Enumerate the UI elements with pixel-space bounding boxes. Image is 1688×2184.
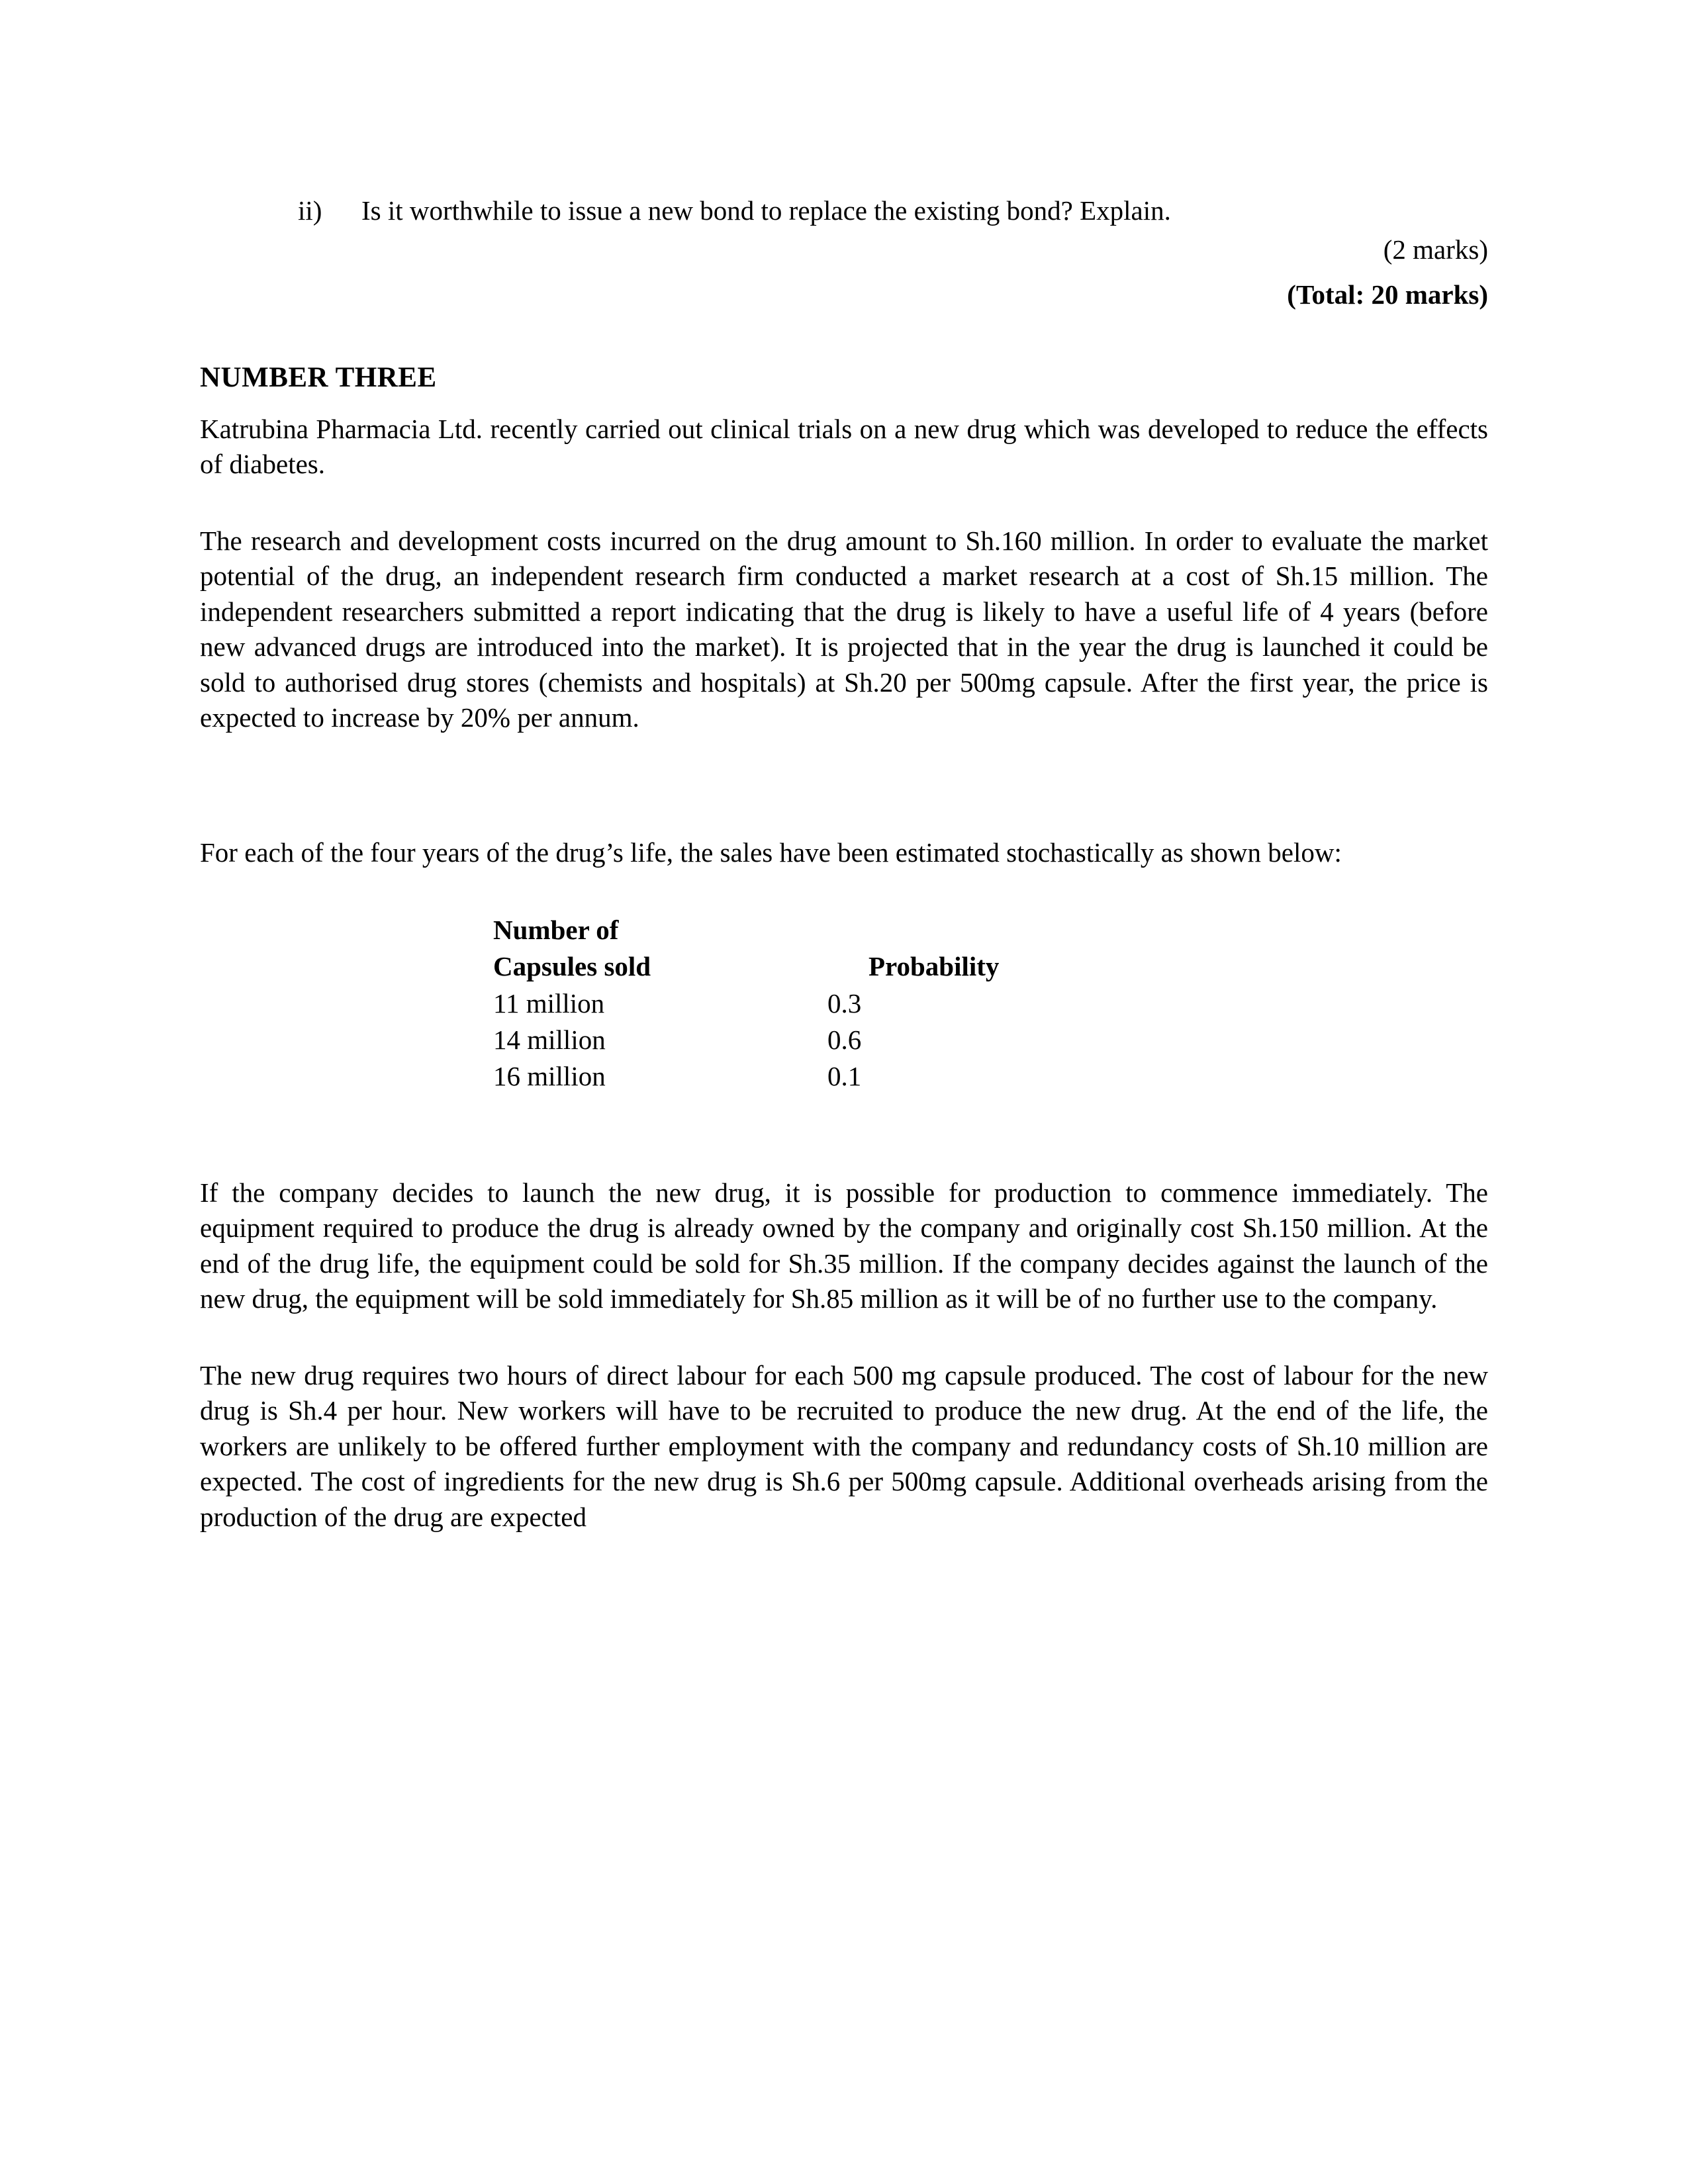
marks-allocation: (2 marks) [1383,234,1488,265]
cell-capsules: 14 million [493,1024,606,1056]
paragraph-sales-intro: For each of the four years of the drug’s life, the sales have been estimated stochastically as shown below: [200,837,1342,868]
text-column [200,0,1488,1535]
section-heading: NUMBER THREE [200,361,437,393]
table-header-probability: Probability [868,951,1000,982]
paragraph-labour: The new drug requires two hours of direct labour for each 500 mg capsule produced. The cost of labour for the new drug is Sh.4 per hour. New workers will have to be recruited to produce the new drug. At the end of the life, the workers are unlikely to be offered further employment with the company and redundancy costs of Sh.10 million are expected. The cost of ingredients for the new drug is Sh.6 per 500mg capsule. Additional overheads arising from the production of the drug are expected [200,1359,1488,1532]
paragraph-equipment: If the company decides to launch the new drug, it is possible for production to commence immediately. The equipment required to produce the drug is already owned by the company and originally cost Sh.150 million. At the end of the drug life, the equipment could be sold for Sh.35 million. If the company decides against the launch of the new drug, the equipment will be sold immediately for Sh.85 million as it will be of no further use to the company. [200,1177,1488,1314]
table-header-row-2 [493,949,1147,985]
question-marker: ii) [298,195,322,226]
cell-probability: 0.6 [827,1024,862,1056]
question-item-ii [200,193,1488,228]
table-header-capsules-line2: Capsules sold [493,951,651,982]
table-header-row-1 [493,913,1147,949]
paragraph-research-costs: The research and development costs incurred on the drug amount to Sh.160 million. In order to evaluate the market potential of the drug, an independent research firm conducted a market research at a cost of Sh.15 million. The independent researchers submitted a report indicating that the drug is likely to have a useful life of 4 years (before new advanced drugs are introduced into the market). It is projected that in the year the drug is launched it could be sold to authorised drug stores (chemists and hospitals) at Sh.20 per 500mg capsule. After the first year, the price is expected to increase by 20% per annum. [200,525,1488,733]
table-row [493,1023,1147,1059]
probability-table [493,913,1147,1095]
table-header-capsules-line1: Number of [493,915,619,946]
cell-probability: 0.1 [827,1061,862,1092]
table-header-spacer [827,913,1147,949]
cell-probability: 0.3 [827,987,862,1019]
table-row [493,986,1147,1023]
total-marks: (Total: 20 marks) [1287,279,1488,310]
table-row [493,1059,1147,1095]
cell-capsules: 16 million [493,1061,606,1092]
paragraph-intro: Katrubina Pharmacia Ltd. recently carried out clinical trials on a new drug which was developed to reduce the effects of diabetes. [200,413,1488,480]
question-text: Is it worthwhile to issue a new bond to replace the existing bond? Explain. [361,195,1171,226]
cell-capsules: 11 million [493,987,605,1019]
